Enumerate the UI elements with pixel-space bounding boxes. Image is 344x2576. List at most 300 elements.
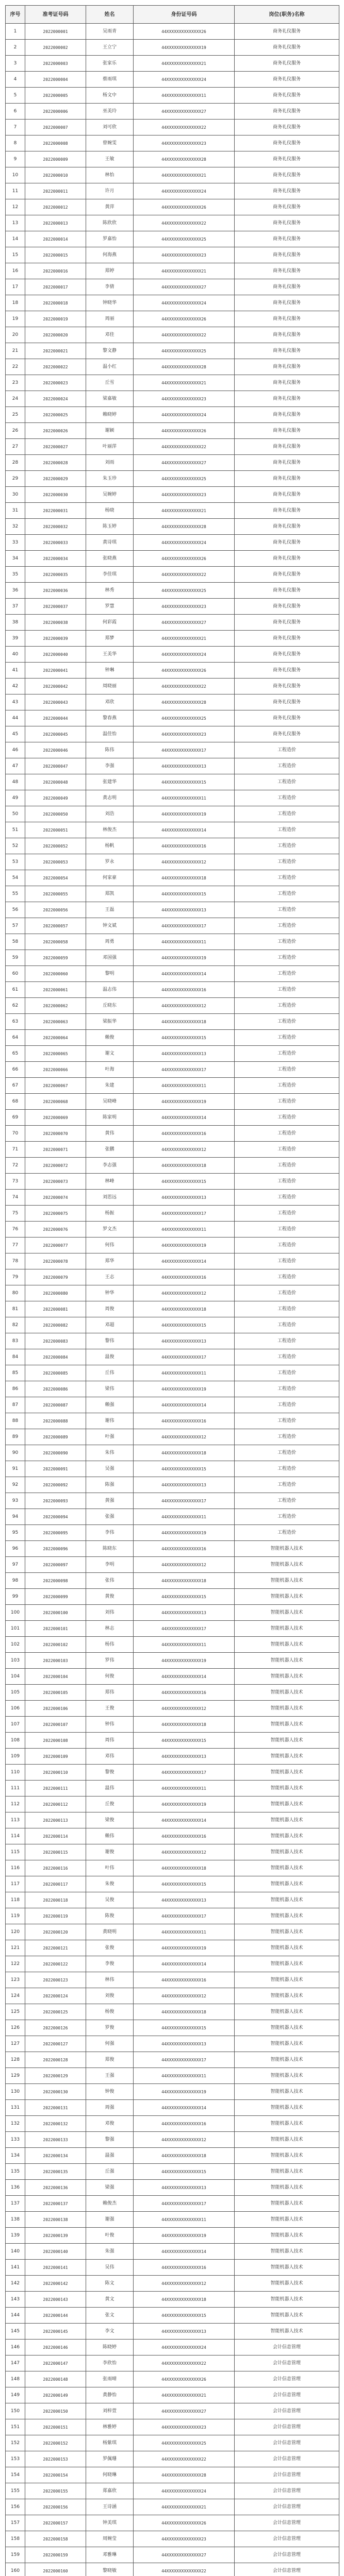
cell-name: 林雅婷 bbox=[86, 2419, 134, 2435]
cell-position: 会计信息管理 bbox=[235, 2340, 339, 2355]
cell-ticket-number: 2022000057 bbox=[25, 918, 86, 934]
table-row bbox=[6, 423, 339, 439]
cell-id-number: 44XXXXXXXXXXXXXX13 bbox=[134, 1749, 235, 1765]
cell-index: 58 bbox=[6, 934, 25, 950]
cell-id-number: 44XXXXXXXXXXXXXX18 bbox=[134, 870, 235, 886]
table-row bbox=[6, 1525, 339, 1541]
cell-position: 智能机器人技术 bbox=[235, 2036, 339, 2052]
cell-name: 温强 bbox=[86, 2148, 134, 2164]
table-row bbox=[6, 56, 339, 72]
table-row bbox=[6, 1397, 339, 1413]
cell-name: 谢颖 bbox=[86, 423, 134, 439]
table-row bbox=[6, 2419, 339, 2435]
cell-position: 工程造价 bbox=[235, 1253, 339, 1269]
cell-name: 杨俊 bbox=[86, 2004, 134, 2020]
cell-name: 许月 bbox=[86, 183, 134, 199]
cell-name: 叶强 bbox=[86, 1429, 134, 1445]
cell-ticket-number: 2022000114 bbox=[25, 1828, 86, 1844]
cell-name: 梁强 bbox=[86, 2180, 134, 2196]
cell-position: 会计信息管理 bbox=[235, 2499, 339, 2515]
table-row bbox=[6, 758, 339, 774]
cell-id-number: 44XXXXXXXXXXXXXX28 bbox=[134, 2467, 235, 2483]
cell-name: 杨振 bbox=[86, 1206, 134, 1222]
cell-index: 113 bbox=[6, 1812, 25, 1828]
cell-index: 122 bbox=[6, 1956, 25, 1972]
cell-position: 商务礼仪服务 bbox=[235, 183, 339, 199]
cell-index: 44 bbox=[6, 710, 25, 726]
cell-name: 黎俊 bbox=[86, 1765, 134, 1781]
cell-id-number: 44XXXXXXXXXXXXXX19 bbox=[134, 2084, 235, 2100]
cell-name: 罗嘉怡 bbox=[86, 231, 134, 247]
cell-ticket-number: 2022000023 bbox=[25, 375, 86, 391]
table-row bbox=[6, 487, 339, 503]
cell-name: 叶俊 bbox=[86, 2228, 134, 2244]
cell-id-number: 44XXXXXXXXXXXXXX12 bbox=[134, 1557, 235, 1573]
cell-position: 会计信息管理 bbox=[235, 2531, 339, 2547]
cell-position: 工程造价 bbox=[235, 1477, 339, 1493]
table-row bbox=[6, 2547, 339, 2563]
table-row bbox=[6, 2052, 339, 2068]
cell-position: 商务礼仪服务 bbox=[235, 247, 339, 263]
cell-id-number: 44XXXXXXXXXXXXXX15 bbox=[134, 1589, 235, 1605]
table-row bbox=[6, 854, 339, 870]
cell-position: 商务礼仪服务 bbox=[235, 167, 339, 183]
cell-name: 刘可欣 bbox=[86, 120, 134, 135]
table-row bbox=[6, 1206, 339, 1222]
cell-id-number: 44XXXXXXXXXXXXXX24 bbox=[134, 2483, 235, 2499]
cell-position: 商务礼仪服务 bbox=[235, 423, 339, 439]
cell-position: 会计信息管理 bbox=[235, 2403, 339, 2419]
table-row bbox=[6, 710, 339, 726]
cell-position: 工程造价 bbox=[235, 1190, 339, 1206]
cell-name: 巫美玲 bbox=[86, 104, 134, 120]
cell-ticket-number: 2022000056 bbox=[25, 902, 86, 918]
cell-ticket-number: 2022000106 bbox=[25, 1701, 86, 1717]
cell-ticket-number: 2022000099 bbox=[25, 1589, 86, 1605]
cell-name: 钟晓华 bbox=[86, 295, 134, 311]
cell-index: 109 bbox=[6, 1749, 25, 1765]
table-row bbox=[6, 1541, 339, 1557]
cell-position: 智能机器人技术 bbox=[235, 1557, 339, 1573]
cell-ticket-number: 2022000103 bbox=[25, 1653, 86, 1669]
cell-ticket-number: 2022000119 bbox=[25, 1908, 86, 1924]
table-row bbox=[6, 2276, 339, 2292]
table-row bbox=[6, 2324, 339, 2340]
table-row bbox=[6, 183, 339, 199]
cell-position: 工程造价 bbox=[235, 1078, 339, 1094]
cell-name: 林伟 bbox=[86, 1972, 134, 1988]
cell-name: 张家乐 bbox=[86, 56, 134, 72]
table-row bbox=[6, 407, 339, 423]
cell-name: 赖强 bbox=[86, 1397, 134, 1413]
cell-id-number: 44XXXXXXXXXXXXXX16 bbox=[134, 2116, 235, 2132]
cell-name: 郑梦 bbox=[86, 631, 134, 647]
cell-ticket-number: 2022000131 bbox=[25, 2100, 86, 2116]
cell-id-number: 44XXXXXXXXXXXXXX15 bbox=[134, 1174, 235, 1190]
cell-id-number: 44XXXXXXXXXXXXXX28 bbox=[134, 694, 235, 710]
cell-ticket-number: 2022000125 bbox=[25, 2004, 86, 2020]
cell-name: 张建华 bbox=[86, 774, 134, 790]
cell-id-number: 44XXXXXXXXXXXXXX27 bbox=[134, 2403, 235, 2419]
cell-ticket-number: 2022000143 bbox=[25, 2292, 86, 2308]
cell-index: 111 bbox=[6, 1781, 25, 1797]
cell-position: 会计信息管理 bbox=[235, 2419, 339, 2435]
cell-name: 梁嘉敏 bbox=[86, 391, 134, 407]
table-row bbox=[6, 2004, 339, 2020]
table-row bbox=[6, 1621, 339, 1637]
cell-name: 何俊 bbox=[86, 1669, 134, 1685]
table-row bbox=[6, 918, 339, 934]
table-row bbox=[6, 2164, 339, 2180]
cell-index: 71 bbox=[6, 1142, 25, 1158]
cell-index: 102 bbox=[6, 1637, 25, 1653]
cell-id-number: 44XXXXXXXXXXXXXX26 bbox=[134, 311, 235, 327]
cell-id-number: 44XXXXXXXXXXXXXX11 bbox=[134, 2068, 235, 2084]
cell-id-number: 44XXXXXXXXXXXXXX23 bbox=[134, 391, 235, 407]
cell-position: 工程造价 bbox=[235, 1349, 339, 1365]
cell-id-number: 44XXXXXXXXXXXXXX27 bbox=[134, 2547, 235, 2563]
cell-position: 智能机器人技术 bbox=[235, 1589, 339, 1605]
cell-position: 商务礼仪服务 bbox=[235, 311, 339, 327]
cell-name: 杨晓 bbox=[86, 503, 134, 519]
cell-name: 朱建 bbox=[86, 1078, 134, 1094]
cell-id-number: 44XXXXXXXXXXXXXX16 bbox=[134, 982, 235, 998]
cell-index: 158 bbox=[6, 2531, 25, 2547]
table-row bbox=[6, 1285, 339, 1301]
cell-ticket-number: 2022000156 bbox=[25, 2499, 86, 2515]
cell-position: 商务礼仪服务 bbox=[235, 599, 339, 615]
cell-id-number: 44XXXXXXXXXXXXXX25 bbox=[134, 583, 235, 599]
cell-position: 商务礼仪服务 bbox=[235, 567, 339, 583]
cell-id-number: 44XXXXXXXXXXXXXX12 bbox=[134, 1844, 235, 1860]
cell-index: 27 bbox=[6, 439, 25, 455]
table-row bbox=[6, 2387, 339, 2403]
cell-ticket-number: 2022000117 bbox=[25, 1876, 86, 1892]
cell-ticket-number: 2022000152 bbox=[25, 2435, 86, 2451]
cell-name: 王志 bbox=[86, 1269, 134, 1285]
cell-id-number: 44XXXXXXXXXXXXXX11 bbox=[134, 934, 235, 950]
cell-position: 工程造价 bbox=[235, 822, 339, 838]
cell-position: 智能机器人技术 bbox=[235, 2132, 339, 2148]
table-row bbox=[6, 774, 339, 790]
table-row bbox=[6, 1924, 339, 1940]
cell-id-number: 44XXXXXXXXXXXXXX22 bbox=[134, 120, 235, 135]
table-row bbox=[6, 311, 339, 327]
cell-position: 智能机器人技术 bbox=[235, 1924, 339, 1940]
table-row bbox=[6, 2036, 339, 2052]
cell-ticket-number: 2022000092 bbox=[25, 1477, 86, 1493]
cell-name: 黄俊 bbox=[86, 1589, 134, 1605]
table-row bbox=[6, 519, 339, 535]
cell-index: 136 bbox=[6, 2180, 25, 2196]
cell-ticket-number: 2022000081 bbox=[25, 1301, 86, 1317]
table-row bbox=[6, 2068, 339, 2084]
cell-ticket-number: 2022000044 bbox=[25, 710, 86, 726]
cell-ticket-number: 2022000013 bbox=[25, 215, 86, 231]
cell-name: 李欣怡 bbox=[86, 2355, 134, 2371]
cell-position: 工程造价 bbox=[235, 1269, 339, 1285]
col-header-name: 姓名 bbox=[86, 6, 134, 24]
cell-index: 135 bbox=[6, 2164, 25, 2180]
cell-ticket-number: 2022000120 bbox=[25, 1924, 86, 1940]
table-row bbox=[6, 327, 339, 343]
cell-name: 黎伟 bbox=[86, 1333, 134, 1349]
cell-position: 会计信息管理 bbox=[235, 2483, 339, 2499]
cell-name: 陈晓东 bbox=[86, 1541, 134, 1557]
cell-ticket-number: 2022000046 bbox=[25, 742, 86, 758]
cell-id-number: 44XXXXXXXXXXXXXX23 bbox=[134, 487, 235, 503]
cell-index: 77 bbox=[6, 1238, 25, 1253]
cell-name: 张鹏 bbox=[86, 1142, 134, 1158]
cell-index: 138 bbox=[6, 2212, 25, 2228]
cell-id-number: 44XXXXXXXXXXXXXX16 bbox=[134, 1685, 235, 1701]
cell-ticket-number: 2022000072 bbox=[25, 1158, 86, 1174]
cell-id-number: 44XXXXXXXXXXXXXX25 bbox=[134, 471, 235, 487]
cell-index: 118 bbox=[6, 1892, 25, 1908]
cell-index: 6 bbox=[6, 104, 25, 120]
cell-position: 商务礼仪服务 bbox=[235, 647, 339, 663]
cell-position: 商务礼仪服务 bbox=[235, 679, 339, 694]
cell-id-number: 44XXXXXXXXXXXXXX13 bbox=[134, 1333, 235, 1349]
cell-name: 刘伟 bbox=[86, 1605, 134, 1621]
cell-index: 30 bbox=[6, 487, 25, 503]
cell-position: 工程造价 bbox=[235, 1493, 339, 1509]
cell-index: 2 bbox=[6, 40, 25, 56]
cell-name: 何强 bbox=[86, 2036, 134, 2052]
table-row bbox=[6, 1062, 339, 1078]
cell-position: 会计信息管理 bbox=[235, 2547, 339, 2563]
cell-name: 王强 bbox=[86, 2068, 134, 2084]
cell-index: 129 bbox=[6, 2068, 25, 2084]
cell-id-number: 44XXXXXXXXXXXXXX18 bbox=[134, 1860, 235, 1876]
table-row bbox=[6, 1030, 339, 1046]
cell-position: 智能机器人技术 bbox=[235, 2244, 339, 2260]
cell-ticket-number: 2022000141 bbox=[25, 2260, 86, 2276]
cell-id-number: 44XXXXXXXXXXXXXX14 bbox=[134, 1110, 235, 1126]
cell-ticket-number: 2022000160 bbox=[25, 2563, 86, 2576]
table-row bbox=[6, 2451, 339, 2467]
cell-ticket-number: 2022000079 bbox=[25, 1269, 86, 1285]
cell-index: 19 bbox=[6, 311, 25, 327]
col-header-index: 序号 bbox=[6, 6, 25, 24]
cell-index: 146 bbox=[6, 2340, 25, 2355]
cell-name: 朱玉珍 bbox=[86, 471, 134, 487]
cell-ticket-number: 2022000093 bbox=[25, 1493, 86, 1509]
cell-id-number: 44XXXXXXXXXXXXXX26 bbox=[134, 423, 235, 439]
cell-index: 5 bbox=[6, 88, 25, 104]
cell-ticket-number: 2022000034 bbox=[25, 551, 86, 567]
cell-ticket-number: 2022000136 bbox=[25, 2180, 86, 2196]
cell-ticket-number: 2022000091 bbox=[25, 1461, 86, 1477]
cell-name: 丘雪 bbox=[86, 375, 134, 391]
cell-index: 8 bbox=[6, 135, 25, 151]
table-row bbox=[6, 1765, 339, 1781]
cell-index: 36 bbox=[6, 583, 25, 599]
cell-position: 商务礼仪服务 bbox=[235, 215, 339, 231]
table-row bbox=[6, 1812, 339, 1828]
cell-index: 137 bbox=[6, 2196, 25, 2212]
cell-name: 刘雨 bbox=[86, 455, 134, 471]
cell-ticket-number: 2022000111 bbox=[25, 1781, 86, 1797]
cell-position: 工程造价 bbox=[235, 918, 339, 934]
cell-ticket-number: 2022000052 bbox=[25, 838, 86, 854]
cell-position: 商务礼仪服务 bbox=[235, 694, 339, 710]
cell-ticket-number: 2022000040 bbox=[25, 647, 86, 663]
cell-name: 陈晓婷 bbox=[86, 2340, 134, 2355]
cell-ticket-number: 2022000158 bbox=[25, 2531, 86, 2547]
cell-index: 68 bbox=[6, 1094, 25, 1110]
cell-name: 陈文 bbox=[86, 2276, 134, 2292]
cell-name: 黄伟 bbox=[86, 1126, 134, 1142]
cell-name: 郑华 bbox=[86, 1253, 134, 1269]
table-row bbox=[6, 1301, 339, 1317]
cell-ticket-number: 2022000010 bbox=[25, 167, 86, 183]
cell-position: 智能机器人技术 bbox=[235, 2084, 339, 2100]
table-row bbox=[6, 2467, 339, 2483]
cell-position: 商务礼仪服务 bbox=[235, 359, 339, 375]
table-row bbox=[6, 2483, 339, 2499]
cell-ticket-number: 2022000059 bbox=[25, 950, 86, 966]
cell-position: 商务礼仪服务 bbox=[235, 327, 339, 343]
cell-index: 37 bbox=[6, 599, 25, 615]
cell-ticket-number: 2022000061 bbox=[25, 982, 86, 998]
cell-position: 工程造价 bbox=[235, 934, 339, 950]
cell-ticket-number: 2022000047 bbox=[25, 758, 86, 774]
cell-name: 张晓燕 bbox=[86, 551, 134, 567]
table-row bbox=[6, 2148, 339, 2164]
cell-index: 54 bbox=[6, 870, 25, 886]
cell-position: 工程造价 bbox=[235, 1094, 339, 1110]
table-row bbox=[6, 822, 339, 838]
cell-name: 林俊杰 bbox=[86, 822, 134, 838]
table-row bbox=[6, 934, 339, 950]
cell-index: 26 bbox=[6, 423, 25, 439]
table-row bbox=[6, 1908, 339, 1924]
cell-id-number: 44XXXXXXXXXXXXXX14 bbox=[134, 1253, 235, 1269]
cell-name: 李倩 bbox=[86, 279, 134, 295]
cell-id-number: 44XXXXXXXXXXXXXX28 bbox=[134, 519, 235, 535]
cell-ticket-number: 2022000095 bbox=[25, 1525, 86, 1541]
table-row bbox=[6, 551, 339, 567]
cell-ticket-number: 2022000070 bbox=[25, 1126, 86, 1142]
cell-position: 会计信息管理 bbox=[235, 2515, 339, 2531]
cell-name: 吴雨青 bbox=[86, 24, 134, 40]
cell-ticket-number: 2022000155 bbox=[25, 2483, 86, 2499]
cell-name: 王磊 bbox=[86, 902, 134, 918]
cell-position: 会计信息管理 bbox=[235, 2435, 339, 2451]
cell-name: 丘强 bbox=[86, 2164, 134, 2180]
table-row bbox=[6, 1573, 339, 1589]
cell-position: 工程造价 bbox=[235, 1238, 339, 1253]
cell-index: 14 bbox=[6, 231, 25, 247]
cell-id-number: 44XXXXXXXXXXXXXX11 bbox=[134, 1781, 235, 1797]
cell-ticket-number: 2022000071 bbox=[25, 1142, 86, 1158]
cell-name: 朱俊 bbox=[86, 1876, 134, 1892]
cell-name: 刘梓萱 bbox=[86, 2403, 134, 2419]
cell-ticket-number: 2022000078 bbox=[25, 1253, 86, 1269]
table-row bbox=[6, 1637, 339, 1653]
cell-id-number: 44XXXXXXXXXXXXXX16 bbox=[134, 1126, 235, 1142]
table-row bbox=[6, 72, 339, 88]
cell-name: 吴婉婷 bbox=[86, 487, 134, 503]
cell-id-number: 44XXXXXXXXXXXXXX21 bbox=[134, 631, 235, 647]
cell-index: 121 bbox=[6, 1940, 25, 1956]
cell-ticket-number: 2022000043 bbox=[25, 694, 86, 710]
cell-index: 149 bbox=[6, 2387, 25, 2403]
cell-name: 黄文 bbox=[86, 2292, 134, 2308]
cell-position: 商务礼仪服务 bbox=[235, 343, 339, 359]
cell-name: 何家豪 bbox=[86, 870, 134, 886]
cell-id-number: 44XXXXXXXXXXXXXX11 bbox=[134, 88, 235, 104]
cell-ticket-number: 2022000149 bbox=[25, 2387, 86, 2403]
cell-index: 155 bbox=[6, 2483, 25, 2499]
cell-name: 邓雅琳 bbox=[86, 2547, 134, 2563]
table-row bbox=[6, 1333, 339, 1349]
cell-position: 智能机器人技术 bbox=[235, 1828, 339, 1844]
table-row bbox=[6, 631, 339, 647]
cell-ticket-number: 2022000100 bbox=[25, 1605, 86, 1621]
cell-index: 20 bbox=[6, 327, 25, 343]
cell-position: 智能机器人技术 bbox=[235, 1605, 339, 1621]
cell-position: 智能机器人技术 bbox=[235, 1765, 339, 1781]
cell-position: 智能机器人技术 bbox=[235, 1812, 339, 1828]
cell-ticket-number: 2022000033 bbox=[25, 535, 86, 551]
cell-id-number: 44XXXXXXXXXXXXXX12 bbox=[134, 1429, 235, 1445]
cell-name: 朱伟 bbox=[86, 1445, 134, 1461]
cell-ticket-number: 2022000154 bbox=[25, 2467, 86, 2483]
table-row bbox=[6, 1685, 339, 1701]
cell-id-number: 44XXXXXXXXXXXXXX19 bbox=[134, 1094, 235, 1110]
table-row bbox=[6, 567, 339, 583]
cell-position: 商务礼仪服务 bbox=[235, 24, 339, 40]
cell-name: 邓国强 bbox=[86, 950, 134, 966]
cell-id-number: 44XXXXXXXXXXXXXX22 bbox=[134, 567, 235, 583]
cell-position: 商务礼仪服务 bbox=[235, 135, 339, 151]
table-row bbox=[6, 615, 339, 631]
cell-name: 黄晓明 bbox=[86, 1924, 134, 1940]
table-row bbox=[6, 679, 339, 694]
table-row bbox=[6, 1717, 339, 1733]
cell-position: 工程造价 bbox=[235, 1445, 339, 1461]
table-row bbox=[6, 215, 339, 231]
cell-ticket-number: 2022000113 bbox=[25, 1812, 86, 1828]
cell-index: 75 bbox=[6, 1206, 25, 1222]
table-row bbox=[6, 950, 339, 966]
cell-ticket-number: 2022000014 bbox=[25, 231, 86, 247]
cell-position: 工程造价 bbox=[235, 1014, 339, 1030]
cell-id-number: 44XXXXXXXXXXXXXX15 bbox=[134, 1733, 235, 1749]
cell-position: 智能机器人技术 bbox=[235, 2004, 339, 2020]
cell-ticket-number: 2022000140 bbox=[25, 2244, 86, 2260]
cell-position: 商务礼仪服务 bbox=[235, 487, 339, 503]
table-row bbox=[6, 88, 339, 104]
table-row bbox=[6, 2180, 339, 2196]
cell-position: 智能机器人技术 bbox=[235, 2308, 339, 2324]
table-row bbox=[6, 1445, 339, 1461]
cell-index: 91 bbox=[6, 1461, 25, 1477]
cell-index: 125 bbox=[6, 2004, 25, 2020]
cell-index: 126 bbox=[6, 2020, 25, 2036]
cell-ticket-number: 2022000031 bbox=[25, 503, 86, 519]
cell-ticket-number: 2022000116 bbox=[25, 1860, 86, 1876]
cell-position: 智能机器人技术 bbox=[235, 1860, 339, 1876]
cell-name: 杨紫琪 bbox=[86, 2435, 134, 2451]
table-row bbox=[6, 279, 339, 295]
table-row bbox=[6, 583, 339, 599]
cell-position: 商务礼仪服务 bbox=[235, 503, 339, 519]
table-row bbox=[6, 1828, 339, 1844]
cell-ticket-number: 2022000067 bbox=[25, 1078, 86, 1094]
